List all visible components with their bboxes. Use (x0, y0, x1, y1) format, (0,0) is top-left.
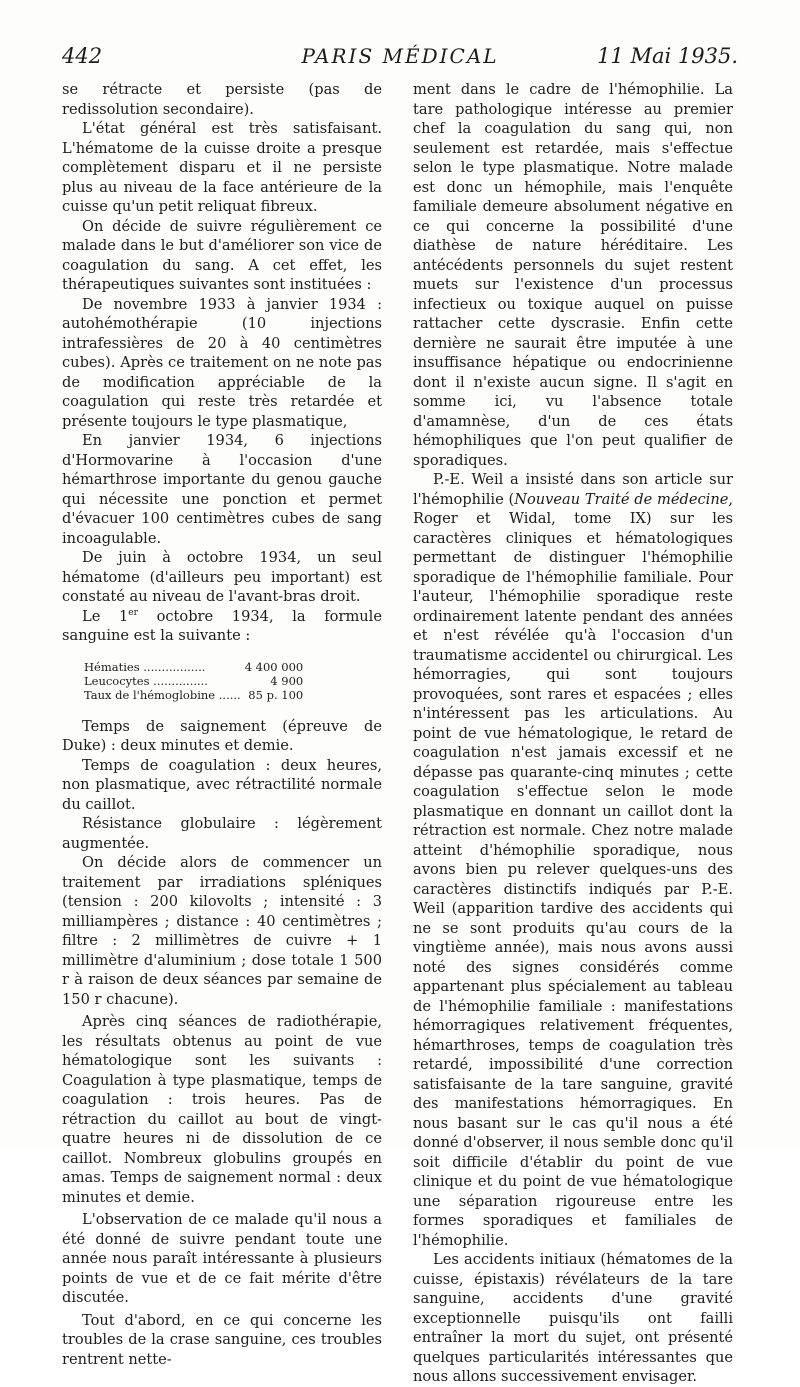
paragraph (62, 607, 382, 646)
superscript: er (128, 607, 138, 618)
table-row (84, 688, 303, 702)
formula-label: Taux de l'hémoglobine ...... (84, 687, 241, 702)
paragraph: Tout d'abord, en ce qui concerne les troubles de la crase sanguine, ces troubles rentrent nette- (62, 1311, 382, 1368)
formula-value: 4 400 000 (244, 659, 304, 674)
formula-value: 4 900 (270, 673, 304, 688)
paragraph: On décide de suivre régulièrement ce malade dans le but d'améliorer son vice de coagulation du sang. A cet effet, les thérapeutiques suivantes sont instituées : (62, 217, 382, 293)
text-run: , Roger et Widal, tome IX) sur les caractères cliniques et hématologiques permettant de distinguer l'hémophilie sporadique de l'hémophilie familiale. Pour l'auteur, l'hémophilie sporadique reste ordinairement latente pendant des années et n'est révélée qu'à l'occasion d'un traumatisme accidentel ou chirurgical. Les hémorragies, qui sont toujours provoquées, sont rares et espacées ; elles n'intéressent pas les articulations. Au point de vue hématologique, le retard de coagulation n'est jamais excessif et ne dépasse pas quarante-cinq minutes ; cette coagulation s'effectue selon le mode plasmatique en donnant un caillot dont la rétraction est normale. Chez notre malade atteint d'hémophilie sporadique, nous avons bien pu relever quelques-uns des caractères distinctifs indiqués par P.-E. Weil (apparition tardive des accidents qui ne se sont produits qu'au cours de la vingtième année), mais nous avons aussi noté des signes considérés comme appartenant plus spécialement au tableau de l'hémophilie familiale : manifestations hémorragiques relativement fréquentes, hémarthroses, temps de coagulation très retardé, impossibilité d'une correction satisfaisante de la tare sanguine, gravité des manifestations hémorragiques. En nous basant sur le cas qu'il nous a été donné d'observer, il nous semble donc qu'il soit difficile d'établir du point de vue clinique et du point de vue hématologique une séparation rigoureuse entre les formes sporadiques et familiales de l'hémophilie. (413, 490, 733, 1249)
paragraph: De juin à octobre 1934, un seul hématome (d'ailleurs peu important) est constaté au niveau de l'avant-bras droit. (62, 549, 382, 605)
reference-title: Nouveau Traité de médecine (514, 490, 729, 508)
journal-title: PARIS MÉDICAL (301, 44, 499, 68)
formula-label: Leucocytes ............... (84, 673, 208, 688)
left-column (62, 80, 382, 1369)
paragraph: En janvier 1934, 6 injections d'Hormovarine à l'occasion d'une hémarthrose importante du genou gauche qui nécessite une ponction et permet d'évacuer 100 centimètres cubes de sang incoagulable. (62, 432, 382, 547)
paragraph: On décide alors de commencer un traitement par irradiations spléniques (tension : 200 kilovolts ; intensité : 3 milliampères ; distance : 40 centimètres ; filtre : 2 millimètres de cuivre + 1 millimètre d'aluminium ; dose totale 1 500 r à raison de deux séances par semaine de 150 r chacune). (62, 854, 382, 1008)
paragraph: L'état général est très satisfaisant. L'hématome de la cuisse droite a presque complètement disparu et il ne persiste plus au niveau de la face antérieure de la cuisse qu'un petit reliquat fibreux. (62, 120, 382, 215)
text-run: P.-E. Weil a insisté dans son article sur l'hémophilie ( (413, 471, 733, 508)
table-row (84, 660, 303, 674)
formula-value: 85 p. 100 (248, 687, 304, 702)
paragraph: Les accidents initiaux (hématomes de la cuisse, épistaxis) révélateurs de la tare sanguine, accidents d'une gravité exceptionnelle puisqu'ils ont failli entraîner la mort du sujet, ont présenté quelques particularités intéressantes que nous allons successivement envisager. (413, 1251, 733, 1385)
text-run: Le 1 (82, 607, 129, 625)
paragraph: Résistance globulaire : légèrement augmentée. (62, 815, 382, 852)
page-number: 442 (62, 44, 103, 68)
formula-label: Hématies ................. (84, 659, 206, 674)
paragraph: Après cinq séances de radiothérapie, les résultats obtenus au point de vue hématologique sont les suivants : Coagulation à type plasmatique, temps de coagulation : trois heures. Pas de rétraction du caillot au bout de vingt-quatre heures ni de dissolution de ce caillot. Nombreux globulins groupés en amas. Temps de saignement normal : deux minutes et demie. (62, 1013, 382, 1206)
running-header (62, 44, 738, 74)
paragraph (413, 470, 733, 1250)
paragraph: ment dans le cadre de l'hémophilie. La tare pathologique intéresse au premier chef la coagulation du sang qui, non seulement est retardée, mais s'effectue selon le type plasmatique. Notre malade est donc un hémophile, mais l'enquête familiale demeure absolument négative en ce qui concerne la possibilité d'une diathèse de nature héréditaire. Les antécédents personnels du sujet restent muets sur l'existence d'un processus infectieux ou toxique auquel on puisse rattacher cette dyscrasie. Enfin cette dernière ne saurait être imputée à une insuffisance hépatique ou endocrinienne dont il n'existe aucun signe. Il s'agit en somme ici, vu l'absence totale d'amamnèse, d'un de ces états hémophiliques que l'on peut qualifier de sporadiques. (413, 81, 733, 469)
text-run: octobre 1934, la formule sanguine est la suivante : (62, 607, 382, 644)
paragraph: L'observation de ce malade qu'il nous a été donné de suivre pendant toute une année nous paraît intéressante à plusieurs points de vue et de ce fait mérite d'être discutée. (62, 1211, 382, 1306)
table-row (84, 674, 303, 688)
issue-date: 11 Mai 1935. (597, 44, 738, 68)
paragraph: se rétracte et persiste (pas de redissolution secondaire). (62, 81, 382, 118)
paragraph: De novembre 1933 à janvier 1934 : autohémothérapie (10 injections intrafessières de 20 à 40 centimètres cubes). Après ce traitement on ne note pas de modification appréciable de la coagulation qui reste très retardée et présente toujours le type plasmatique, (62, 295, 382, 430)
paragraph: Temps de coagulation : deux heures, non plasmatique, avec rétractilité normale du caillot. (62, 756, 382, 813)
blood-formula-table (84, 660, 303, 702)
paragraph: Temps de saignement (épreuve de Duke) : deux minutes et demie. (62, 717, 382, 754)
right-column (413, 80, 733, 1387)
